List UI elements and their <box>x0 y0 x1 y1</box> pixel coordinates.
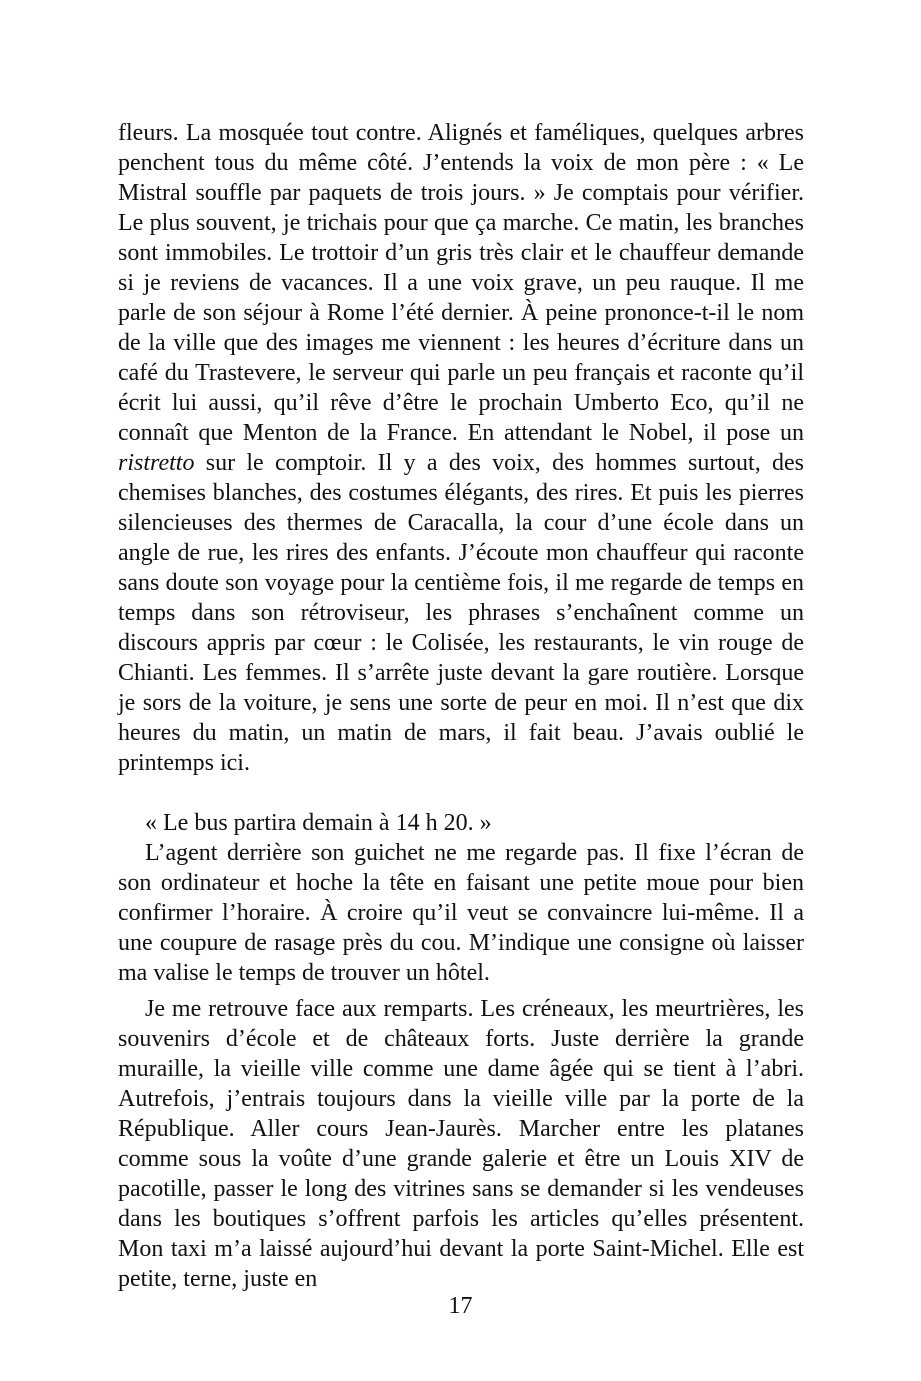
paragraph-4: Je me retrouve face aux remparts. Les créneaux, les meurtrières, les souvenirs d’école et de châteaux forts. Juste derrière la grande muraille, la vieille ville comme une dame âgée qui se tient à l’abri. Autrefois, j’entrais toujours dans la vieille ville par la porte de la République. Aller cours Jean-Jaurès. Marcher entre les platanes comme sous la voûte d’une grande galerie et être un Louis XIV de pacotille, passer le long des vitrines sans se demander si les vendeuses dans les boutiques s’offrent parfois les articles qu’elles présentent. Mon taxi m’a laissé aujourd’hui devant la porte Saint-Michel. Elle est petite, terne, juste en <box>118 996 804 1292</box>
paragraph-1-start: fleurs. La mosquée tout contre. Alignés et faméliques, quelques arbres penchent tous du même côté. J’entends la voix de mon père : « Le Mistral souffle par paquets de trois jours. » Je comptais pour vérifier. Le plus souvent, je trichais pour que ça marche. Ce matin, les branches sont immobiles. Le trottoir d’un gris très clair et le chauffeur demande si je reviens de vacances. Il a une voix grave, un peu rauque. Il me parle de son séjour à Rome l’été dernier. À peine prononce-t-il le nom de la ville que des images me viennent : les heures d’écriture dans un café du Trastevere, le serveur qui parle un peu français et raconte qu’il écrit lui aussi, qu’il rêve d’être le prochain Umberto Eco, qu’il ne connaît que Menton de la France. En attendant le Nobel, il pose un <box>118 120 804 446</box>
italic-word: ristretto <box>118 450 195 476</box>
paragraph-1 <box>118 118 804 778</box>
paragraph-1-end: sur le comptoir. Il y a des voix, des hommes surtout, des chemises blanches, des costumes élégants, des rires. Et puis les pierres silencieuses des thermes de Caracalla, la cour d’une école dans un angle de rue, les rires des enfants. J’écoute mon chauffeur qui raconte sans doute son voyage pour la centième fois, il me regarde de temps en temps dans son rétroviseur, les phrases s’enchaînent comme un discours appris par cœur : le Colisée, les restaurants, le vin rouge de Chianti. Les femmes. Il s’arrête juste devant la gare routière. Lorsque je sors de la voiture, je sens une sorte de peur en moi. Il n’est que dix heures du matin, un matin de mars, il fait beau. J’avais oublié le printemps ici. <box>118 450 804 776</box>
page-number: 17 <box>448 1293 473 1319</box>
paragraph-3: L’agent derrière son guichet ne me regarde pas. Il fixe l’écran de son ordinateur et hoche la tête en faisant une petite moue pour bien confirmer l’horaire. À croire qu’il veut se convaincre lui-même. Il a une coupure de rasage près du cou. M’indique une consigne où laisser ma valise le temps de trouver un hôtel. <box>118 840 804 986</box>
body-text <box>118 118 804 1294</box>
paragraph-2: « Le bus partira demain à 14 h 20. » <box>145 810 492 836</box>
